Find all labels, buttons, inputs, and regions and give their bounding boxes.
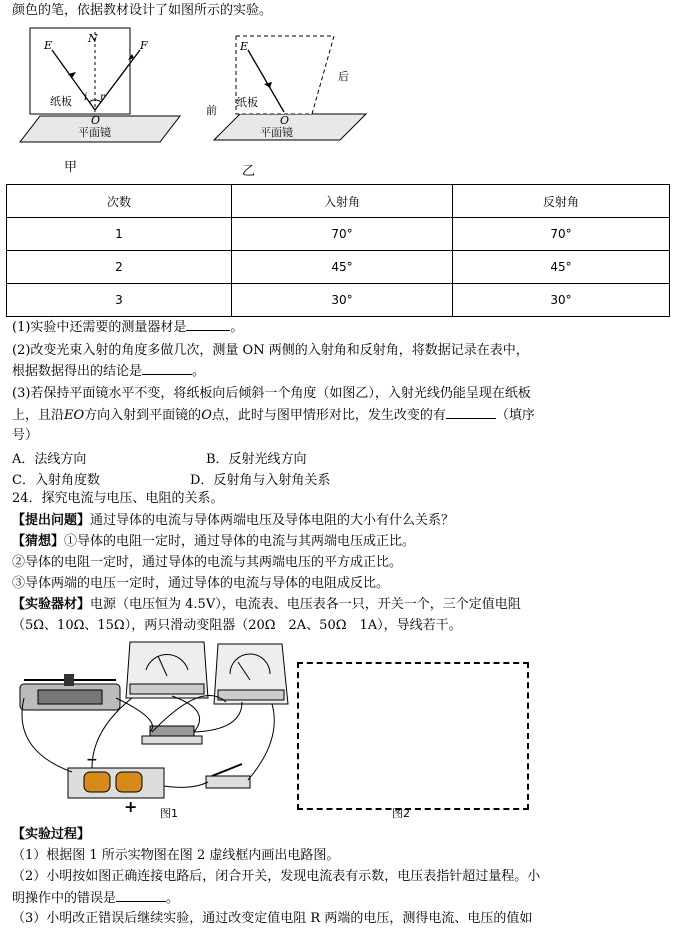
q24-problem-text: 通过导体的电流与导体两端电压及导体电阻的大小有什么关系？ bbox=[90, 513, 455, 528]
figure-1-caption: 图1 bbox=[160, 807, 178, 820]
q24-p2b bbox=[12, 889, 179, 908]
q23-q1-end: 。 bbox=[230, 320, 244, 335]
table-header-reflect: 反射角 bbox=[453, 185, 670, 218]
figure-2-dashed-box bbox=[297, 662, 529, 810]
figure-jia bbox=[10, 24, 185, 146]
jia-label-r: r bbox=[100, 92, 105, 103]
q24-title: 24．探究电流与电压、电阻的关系。 bbox=[12, 491, 224, 506]
jia-label-mirror: 平面镜 bbox=[78, 126, 111, 139]
jia-label-o: O bbox=[91, 114, 101, 127]
q23-q3-pre: 上，且沿 bbox=[12, 408, 65, 423]
angle-table bbox=[6, 184, 670, 317]
jia-label-e: E bbox=[44, 39, 53, 52]
table-row bbox=[7, 218, 670, 251]
figure-jia-caption: 甲 bbox=[64, 160, 78, 175]
q24-guess1 bbox=[12, 533, 415, 551]
rheostat-coil bbox=[38, 690, 102, 704]
q24-p2a: （2）小明按如图正确连接电路后，闭合开关，发现电流表有示数，电压表指针超过量程。小 bbox=[12, 869, 541, 884]
figure-yi-caption: 乙 bbox=[242, 164, 256, 179]
answer-blank bbox=[446, 406, 496, 419]
svg-text:+: + bbox=[124, 797, 138, 816]
yi-label-back: 后 bbox=[338, 70, 349, 83]
table-cell: 1 bbox=[7, 218, 232, 251]
q23-line6: 号） bbox=[12, 428, 39, 443]
table-header-incident: 入射角 bbox=[232, 185, 453, 218]
q24-problem-label: 【提出问题】 bbox=[12, 513, 91, 528]
table-cell: 45° bbox=[232, 251, 453, 284]
q24-guess3: ③导体两端的电压一定时，通过导体的电流与导体的电阻成反比。 bbox=[12, 576, 390, 591]
table-cell: 70° bbox=[232, 218, 453, 251]
wire-path bbox=[164, 782, 208, 787]
battery-cell-2 bbox=[116, 772, 142, 792]
q23-q3-mid: 方向入射到平面镜的 bbox=[84, 408, 202, 423]
jia-label-board: 纸板 bbox=[50, 95, 72, 108]
wire-path bbox=[116, 698, 152, 732]
ammeter-base bbox=[130, 684, 204, 694]
rheostat-slider bbox=[64, 674, 74, 686]
jia-label-i: i bbox=[84, 92, 88, 103]
option-b: B．反射光线方向 bbox=[206, 452, 307, 467]
answer-blank bbox=[186, 318, 230, 331]
answer-blank bbox=[116, 889, 166, 902]
q24-guess2: ②导体的电阻一定时，通过导体的电流与其两端电压的平方成正比。 bbox=[12, 555, 403, 570]
table-cell: 45° bbox=[453, 251, 670, 284]
table-cell: 30° bbox=[453, 284, 670, 317]
q24-equip-text-a: 电源（电压恒为 4.5V），电流表、电压表各一只，开关一个，三个定值电阻 bbox=[90, 597, 521, 612]
yi-label-o: O bbox=[280, 114, 290, 127]
q24-problem bbox=[12, 512, 454, 530]
option-a: A．法线方向 bbox=[12, 452, 87, 467]
svg-text:−: − bbox=[86, 752, 98, 768]
q24-p1: （1）根据图 1 所示实物图在图 2 虚线框内画出电路图。 bbox=[12, 848, 340, 863]
q24-equip bbox=[12, 596, 521, 614]
figure-1-circuit bbox=[12, 640, 292, 818]
table-cell: 30° bbox=[232, 284, 453, 317]
yi-label-e: E bbox=[240, 40, 249, 53]
switch-lever bbox=[212, 764, 242, 776]
q23-q3-o: O bbox=[201, 408, 212, 423]
resistor-base bbox=[142, 736, 202, 744]
q23-line2: (2)改变光束入射的角度多做几次，测量 ON 两侧的入射角和反射角，将数据记录在表中， bbox=[12, 343, 529, 358]
q24-p3: （3）小明改正错误后继续实验，通过改变定值电阻 R 两端的电压，测得电流、电压的值如 bbox=[12, 911, 533, 926]
yi-label-board: 纸板 bbox=[236, 96, 258, 109]
table-header-count: 次数 bbox=[7, 185, 232, 218]
jia-label-f: F bbox=[140, 39, 148, 52]
battery-cell-1 bbox=[84, 772, 110, 792]
switch-shape bbox=[206, 776, 250, 788]
q23-q2-end: 。 bbox=[192, 364, 206, 379]
q23-line3 bbox=[12, 362, 205, 381]
q24-equip-b: （5Ω、10Ω、15Ω），两只滑动变阻器（20Ω 2A、50Ω 1A），导线若干。 bbox=[12, 618, 462, 633]
q24-guess1-text: ①导体的电阻一定时，通过导体的电流与其两端电压成正比。 bbox=[64, 534, 416, 549]
q24-equip-label: 【实验器材】 bbox=[12, 597, 91, 612]
table-cell: 2 bbox=[7, 251, 232, 284]
q23-line4: (3)若保持平面镜水平不变，将纸板向后倾斜一个角度（如图乙），入射光线仍能呈现在纸板 bbox=[12, 386, 531, 401]
option-d: D．反射角与入射角关系 bbox=[190, 473, 331, 488]
table-header-row bbox=[7, 185, 670, 218]
table-row bbox=[7, 251, 670, 284]
wire-path bbox=[248, 704, 274, 780]
wire-path bbox=[194, 702, 242, 732]
q23-q3-end: （填序 bbox=[495, 408, 535, 423]
q24-process-label: 【实验过程】 bbox=[12, 827, 91, 842]
jia-label-n: N bbox=[88, 32, 98, 45]
q23-q2-text: 根据数据得出的结论是 bbox=[12, 364, 143, 379]
table-cell: 70° bbox=[453, 218, 670, 251]
intro-line: 颜色的笔，依据教材设计了如图所示的实验。 bbox=[12, 3, 273, 18]
figure-2-caption: 图2 bbox=[392, 807, 410, 820]
figure-yi bbox=[200, 30, 375, 154]
q24-p2-end: 。 bbox=[166, 891, 180, 906]
yi-label-mirror: 平面镜 bbox=[260, 126, 293, 139]
q24-guess-label: 【猜想】 bbox=[12, 534, 65, 549]
q24-p2-text: 明操作中的错误是 bbox=[12, 891, 117, 906]
q23-q3-eo: EO bbox=[64, 408, 85, 423]
q23-line1 bbox=[12, 318, 243, 337]
q23-q3-post: 点，此时与图甲情形对比，发生改变的有 bbox=[211, 408, 446, 423]
q23-q1-text: (1)实验中还需要的测量器材是 bbox=[12, 320, 187, 335]
option-c: C．入射角度数 bbox=[12, 473, 100, 488]
table-cell: 3 bbox=[7, 284, 232, 317]
table-row bbox=[7, 284, 670, 317]
answer-blank bbox=[142, 362, 192, 375]
yi-label-front: 前 bbox=[206, 104, 217, 117]
voltmeter-base bbox=[218, 690, 284, 700]
q23-line5 bbox=[12, 406, 535, 425]
